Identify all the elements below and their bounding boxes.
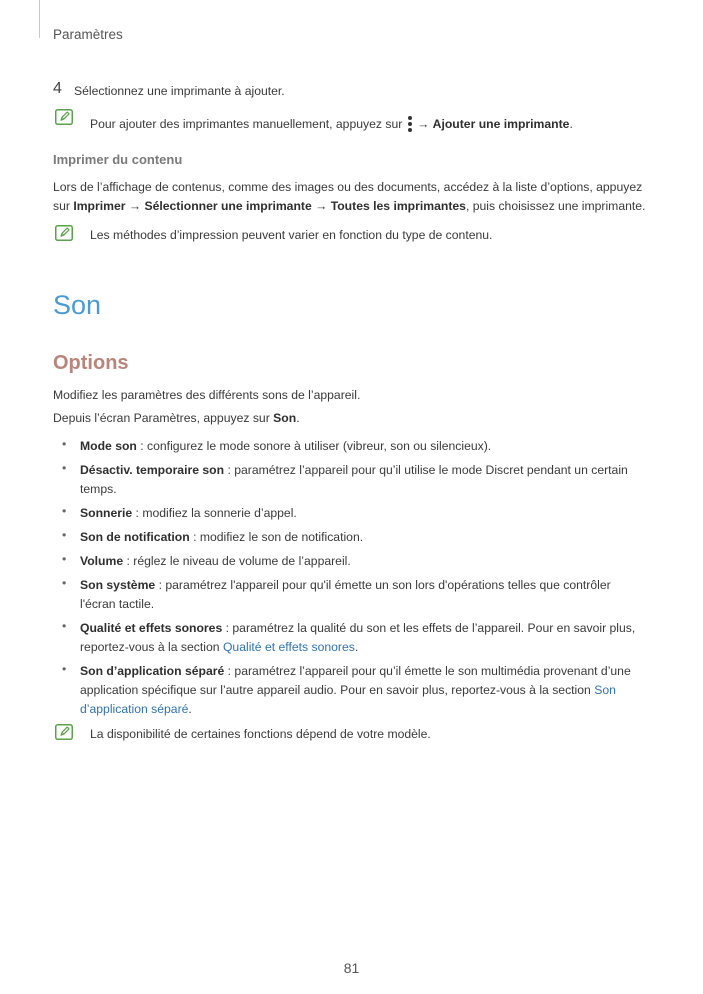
more-options-icon xyxy=(406,115,414,133)
list-item: Qualité et effets sonores : paramétrez la qualité du son et les effets de l’appareil. Pour en savoir plus, reportez-vous à la section Qualité et effets sonores. xyxy=(80,621,636,654)
bullet-dot: • xyxy=(62,437,67,451)
note-availability: La disponibilité de certaines fonctions dépend de votre modèle. xyxy=(90,727,431,741)
link-separate-app-sound[interactable]: Son xyxy=(594,683,616,697)
note-add-printer: Pour ajouter des imprimantes manuellement, appuyez sur → Ajouter une imprimante. xyxy=(90,117,573,131)
link-separate-app-sound-cont[interactable]: d’application séparé xyxy=(80,702,189,716)
options-intro: Modifiez les paramètres des différents sons de l’appareil. Depuis l’écran Paramètres, appuyez sur Son. xyxy=(53,388,361,425)
bullet-dot: • xyxy=(62,552,67,566)
list-item: Mode son : configurez le mode sonore à utiliser (vibreur, son ou silencieux). xyxy=(80,439,492,453)
note-icon xyxy=(55,109,73,125)
note-print-methods: Les méthodes d’impression peuvent varier en fonction du type de contenu. xyxy=(90,228,493,242)
print-content-paragraph: Lors de l’affichage de contenus, comme des images ou des documents, accédez à la liste d’options, appuyez sur Imprimer → Sélectionner une imprimante → Toutes les imprimantes, puis choisissez une imprimante. xyxy=(53,180,646,213)
link-sound-quality[interactable]: Qualité et effets sonores xyxy=(222,640,355,654)
bullet-dot: • xyxy=(62,461,67,475)
step-number: 4 xyxy=(53,80,62,97)
list-item: Désactiv. temporaire son : paramétrez l’appareil pour qu’il utilise le mode Discret pendant un certain temps. xyxy=(80,463,628,496)
page-number: 81 xyxy=(343,960,360,976)
note-icon xyxy=(55,724,73,740)
list-item: Volume : réglez le niveau de volume de l’appareil. xyxy=(80,554,351,568)
note-icon xyxy=(55,225,73,241)
list-item: Son d’application séparé : paramétrez l’appareil pour qu’il émette le son multimédia provenant d’une application spécifique sur l’autre appareil audio. Pour en savoir plus, reportez-vous à la section Son d’application séparé. xyxy=(80,664,631,716)
list-item: Son système : paramétrez l'appareil pour qu'il émette un son lors d'opérations telles que contrôler l'écran tactile. xyxy=(80,578,611,611)
header-section-label: Paramètres xyxy=(53,27,123,42)
section-title: Son xyxy=(53,290,102,320)
list-item: Sonnerie : modifiez la sonnerie d’appel. xyxy=(80,506,297,520)
bullet-dot: • xyxy=(62,504,67,518)
bullet-dot: • xyxy=(62,576,67,590)
header-rule xyxy=(39,0,40,38)
list-item: Son de notification : modifiez le son de notification. xyxy=(80,530,364,544)
bullet-dot: • xyxy=(62,528,67,542)
bullet-dot: • xyxy=(62,662,67,676)
step-text: Sélectionnez une imprimante à ajouter. xyxy=(74,84,285,98)
bullet-dot: • xyxy=(62,619,67,633)
options-title: Options xyxy=(53,352,129,374)
add-printer-action: Ajouter une imprimante xyxy=(432,117,570,131)
print-content-heading: Imprimer du contenu xyxy=(53,152,183,167)
